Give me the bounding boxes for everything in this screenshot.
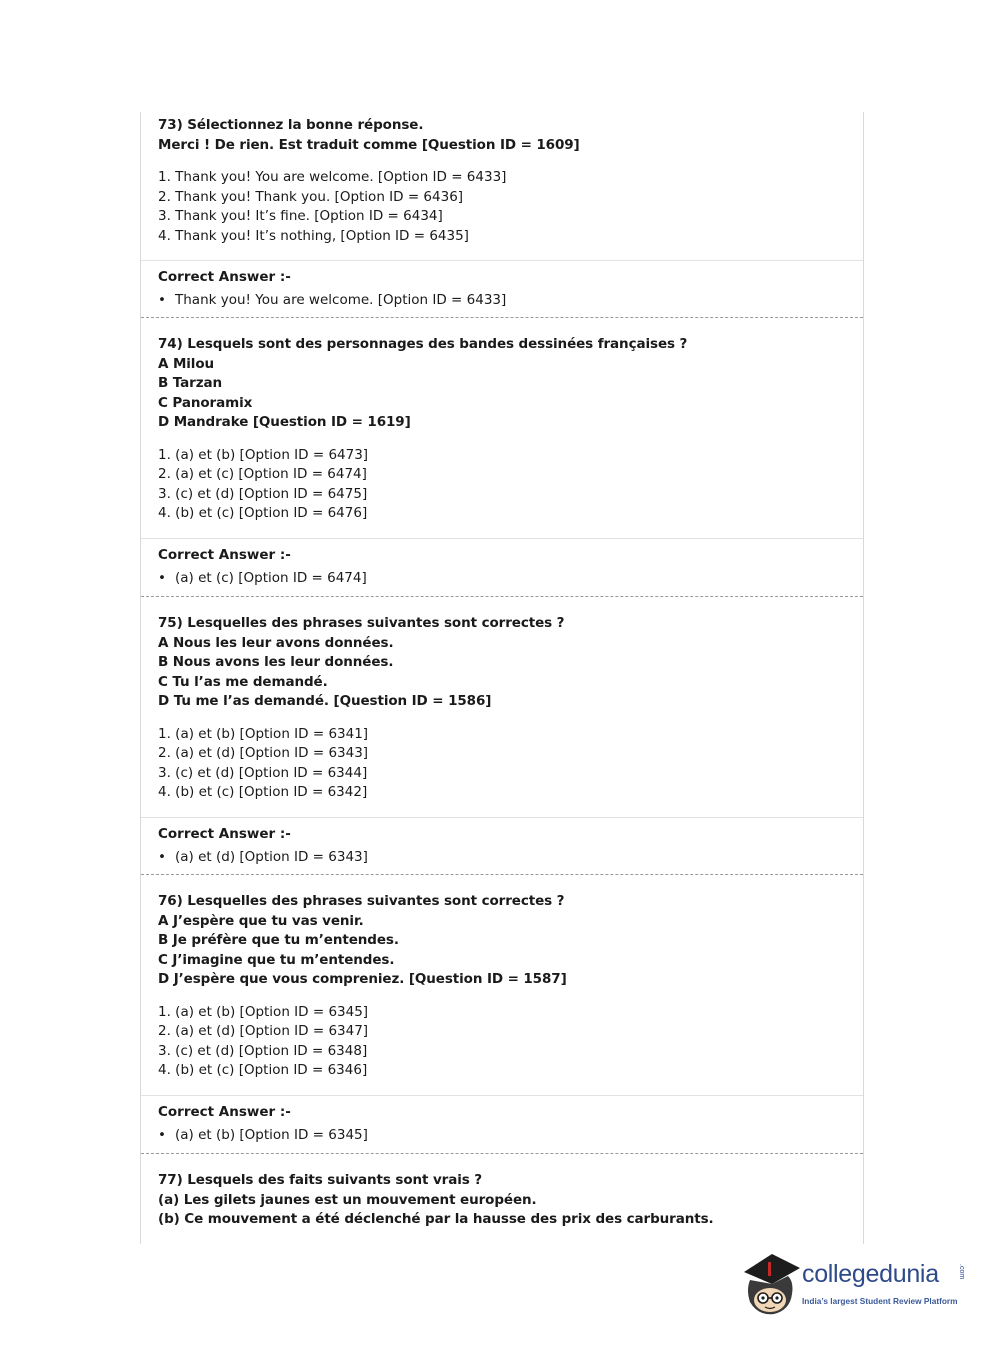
option-item: 4. (b) et (c) [Option ID = 6476] bbox=[158, 505, 368, 522]
question-text bbox=[141, 116, 863, 155]
correct-answer-label: Correct Answer :- bbox=[158, 1103, 291, 1120]
correct-answer-text: (a) et (c) [Option ID = 6474] bbox=[175, 569, 367, 586]
options-list bbox=[141, 1003, 863, 1081]
option-item: 1. (a) et (b) [Option ID = 6341] bbox=[158, 725, 369, 742]
options-list bbox=[141, 446, 863, 524]
question-75 bbox=[141, 614, 863, 867]
question-title: 76) Lesquelles des phrases suivantes sont correctes ? bbox=[158, 893, 565, 909]
question-line: B Tarzan bbox=[158, 375, 223, 391]
question-line: C Panoramix bbox=[158, 394, 253, 411]
option-item: 3. (c) et (d) [Option ID = 6348] bbox=[158, 1042, 368, 1059]
bullet-icon: • bbox=[158, 569, 166, 586]
graduate-cap-mascot-icon bbox=[740, 1250, 800, 1320]
question-line: D Tu me l’as demandé. [Question ID = 1586] bbox=[158, 693, 492, 709]
correct-answer-text: (a) et (d) [Option ID = 6343] bbox=[175, 848, 368, 865]
option-item: 2. Thank you! Thank you. [Option ID = 6436] bbox=[158, 188, 464, 205]
question-separator bbox=[141, 874, 863, 875]
option-item: 2. (a) et (d) [Option ID = 6343] bbox=[158, 745, 369, 762]
divider bbox=[141, 1095, 863, 1096]
question-line: A Milou bbox=[158, 355, 215, 372]
correct-answer-text: (a) et (b) [Option ID = 6345] bbox=[175, 1126, 368, 1143]
question-line: C J’imagine que tu m’entendes. bbox=[158, 951, 395, 968]
question-text bbox=[141, 892, 863, 990]
option-item: 4. (b) et (c) [Option ID = 6342] bbox=[158, 784, 368, 801]
collegedunia-logo bbox=[740, 1250, 975, 1320]
question-77 bbox=[141, 1171, 863, 1230]
option-item: 1. (a) et (b) [Option ID = 6345] bbox=[158, 1003, 369, 1020]
divider bbox=[141, 817, 863, 818]
question-separator bbox=[141, 317, 863, 318]
question-line: D Mandrake [Question ID = 1619] bbox=[158, 414, 411, 430]
option-item: 4. (b) et (c) [Option ID = 6346] bbox=[158, 1062, 368, 1079]
question-text bbox=[141, 335, 863, 433]
correct-answer-text: Thank you! You are welcome. [Option ID = 6433] bbox=[175, 292, 507, 309]
logo-wordmark: collegedunia bbox=[802, 1260, 939, 1288]
question-text bbox=[141, 614, 863, 712]
logo-suffix: .com bbox=[958, 1264, 965, 1280]
bullet-icon: • bbox=[158, 292, 166, 309]
correct-answer bbox=[141, 848, 863, 867]
options-list bbox=[141, 168, 863, 246]
correct-answer-label: Correct Answer :- bbox=[158, 825, 291, 842]
option-item: 3. (c) et (d) [Option ID = 6344] bbox=[158, 764, 368, 781]
divider bbox=[141, 260, 863, 261]
option-item: 3. (c) et (d) [Option ID = 6475] bbox=[158, 485, 368, 502]
option-item: 2. (a) et (d) [Option ID = 6347] bbox=[158, 1023, 369, 1040]
divider bbox=[141, 538, 863, 539]
correct-answer-label: Correct Answer :- bbox=[158, 546, 291, 563]
option-item: 4. Thank you! It’s nothing, [Option ID = 6435] bbox=[158, 227, 469, 244]
question-73 bbox=[141, 116, 863, 310]
question-line: (b) Ce mouvement a été déclenché par la hausse des prix des carburants. bbox=[158, 1211, 714, 1227]
option-item: 1. Thank you! You are welcome. [Option ID = 6433] bbox=[158, 169, 507, 185]
question-title: 74) Lesquels sont des personnages des bandes dessinées françaises ? bbox=[158, 336, 688, 352]
options-list bbox=[141, 725, 863, 803]
question-line: D J’espère que vous compreniez. [Question ID = 1587] bbox=[158, 971, 567, 987]
question-74 bbox=[141, 335, 863, 588]
correct-answer-label: Correct Answer :- bbox=[158, 269, 291, 286]
question-line: A J’espère que tu vas venir. bbox=[158, 912, 364, 929]
option-item: 1. (a) et (b) [Option ID = 6473] bbox=[158, 446, 369, 463]
question-separator bbox=[141, 596, 863, 597]
question-line: (a) Les gilets jaunes est un mouvement européen. bbox=[158, 1191, 537, 1208]
question-line: A Nous les leur avons données. bbox=[158, 634, 394, 651]
question-text bbox=[141, 1171, 863, 1230]
correct-answer bbox=[141, 291, 863, 310]
question-line: Merci ! De rien. Est traduit comme [Question ID = 1609] bbox=[158, 136, 580, 153]
question-title: 73) Sélectionnez la bonne réponse. bbox=[158, 117, 424, 133]
option-item: 2. (a) et (c) [Option ID = 6474] bbox=[158, 466, 367, 483]
logo-tagline: India’s largest Student Review Platform bbox=[802, 1296, 958, 1306]
question-line: B Nous avons les leur données. bbox=[158, 654, 394, 670]
bullet-icon: • bbox=[158, 1126, 166, 1143]
question-title: 77) Lesquels des faits suivants sont vrais ? bbox=[158, 1172, 483, 1188]
question-line: C Tu l’as me demandé. bbox=[158, 673, 328, 690]
question-line: B Je préfère que tu m’entendes. bbox=[158, 932, 399, 948]
option-item: 3. Thank you! It’s fine. [Option ID = 6434] bbox=[158, 208, 443, 225]
document-page bbox=[140, 112, 864, 1244]
question-separator bbox=[141, 1153, 863, 1154]
correct-answer bbox=[141, 1126, 863, 1145]
bullet-icon: • bbox=[158, 848, 166, 865]
question-76 bbox=[141, 892, 863, 1145]
question-title: 75) Lesquelles des phrases suivantes sont correctes ? bbox=[158, 615, 565, 631]
correct-answer bbox=[141, 569, 863, 588]
